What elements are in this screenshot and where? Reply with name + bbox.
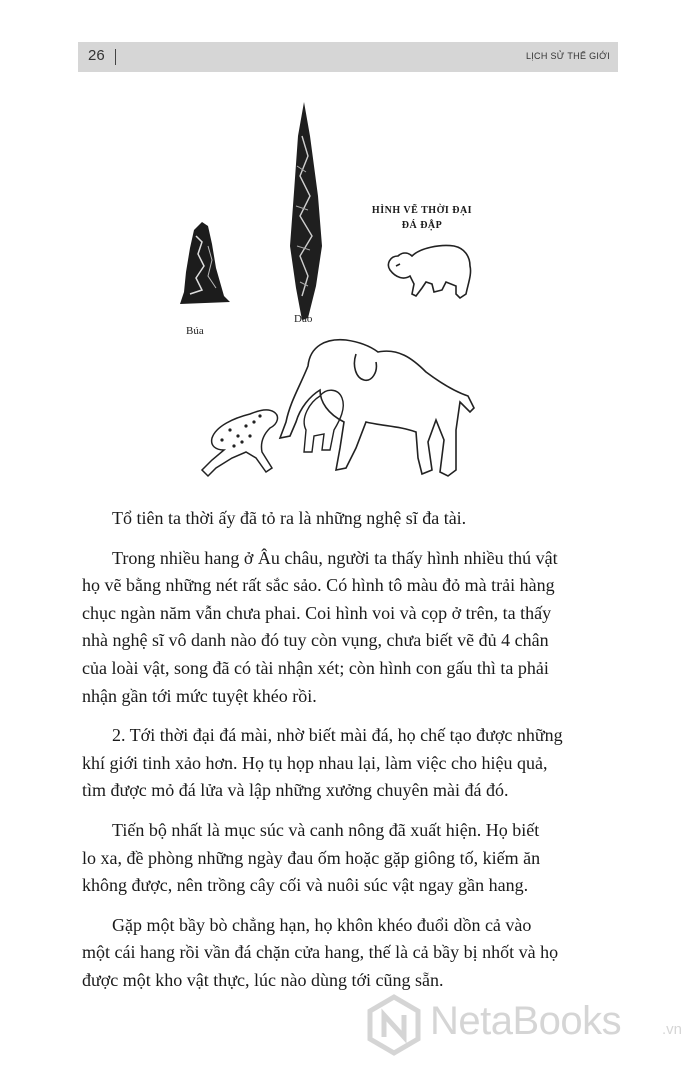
paragraph <box>82 912 622 995</box>
text-line: không được, nên trồng cây cối và nuôi súc vật ngay gần hang. <box>82 875 529 896</box>
paragraph <box>82 722 622 805</box>
hammer-label: Búa <box>186 325 204 337</box>
text-line: nhà nghệ sĩ vô danh nào đó tuy còn vụng, chưa biết vẽ đủ 4 chân <box>82 630 549 651</box>
text-line: chục ngàn năm vẫn chưa phai. Coi hình voi và cọp ở trên, ta thấy <box>82 602 552 623</box>
paragraph <box>82 545 622 711</box>
page-header <box>78 42 618 72</box>
text-line: họ vẽ bằng những nét rất sắc sảo. Có hình tô màu đỏ mà trải hàng <box>82 575 555 596</box>
text-line: của loài vật, song đã có tài nhận xét; còn hình con gấu thì ta phải <box>82 657 549 678</box>
text-line: Gặp một bầy bò chẳng hạn, họ khôn khéo đuổi dồn cả vào <box>112 914 532 935</box>
watermark-suffix: .vn <box>662 1021 683 1038</box>
text-line: nhận gần tới mức tuyệt khéo rồi. <box>82 685 317 706</box>
text-line: 2. Tới thời đại đá mài, nhờ biết mài đá, họ chế tạo được những <box>112 725 563 746</box>
text-line: tìm được mỏ đá lửa và lập những xưởng chuyên mài đá đó. <box>82 780 509 801</box>
paragraph <box>82 817 622 900</box>
hammer-stone-icon <box>180 222 230 304</box>
text-line: Tiến bộ nhất là mục súc và canh nông đã xuất hiện. Họ biết <box>112 819 540 840</box>
leopard-drawing-icon <box>202 410 277 476</box>
hexagon-logo-icon <box>362 993 426 1057</box>
page-number: 26 <box>88 47 105 64</box>
knife-label: Dao <box>294 313 313 325</box>
netabooks-watermark <box>362 993 692 1057</box>
header-divider <box>115 49 116 65</box>
text-line: Tổ tiên ta thời ấy đã tỏ ra là những nghệ sĩ đa tài. <box>112 508 467 528</box>
text-line: một cái hang rồi vần đá chặn cửa hang, thế là cả bầy bị nhốt và họ <box>82 942 559 963</box>
figure-caption <box>362 203 482 233</box>
text-line: lo xa, đề phòng những ngày đau ốm hoặc gặp giông tố, kiếm ăn <box>82 847 541 868</box>
caption-line-2: ĐÁ ĐẬP <box>401 220 443 231</box>
text-line: khí giới tinh xảo hơn. Họ tụ họp nhau lại, làm việc cho hiệu quả, <box>82 752 548 773</box>
running-title: LỊCH SỬ THẾ GIỚI <box>525 51 610 61</box>
stone-age-illustration <box>150 96 550 496</box>
caption-line-1: HÌNH VẼ THỜI ĐẠI <box>371 205 473 216</box>
body-text <box>82 505 622 1007</box>
paragraph <box>82 505 622 533</box>
calf-drawing-icon <box>304 390 343 452</box>
bear-drawing-icon <box>388 245 470 298</box>
watermark-brand: NetaBooks <box>430 999 622 1043</box>
knife-blade-icon <box>290 102 322 320</box>
text-line: Trong nhiều hang ở Âu châu, người ta thấy hình nhiều thú vật <box>112 547 558 568</box>
text-line: được một kho vật thực, lúc nào dùng tới cũng sẵn. <box>82 969 444 990</box>
